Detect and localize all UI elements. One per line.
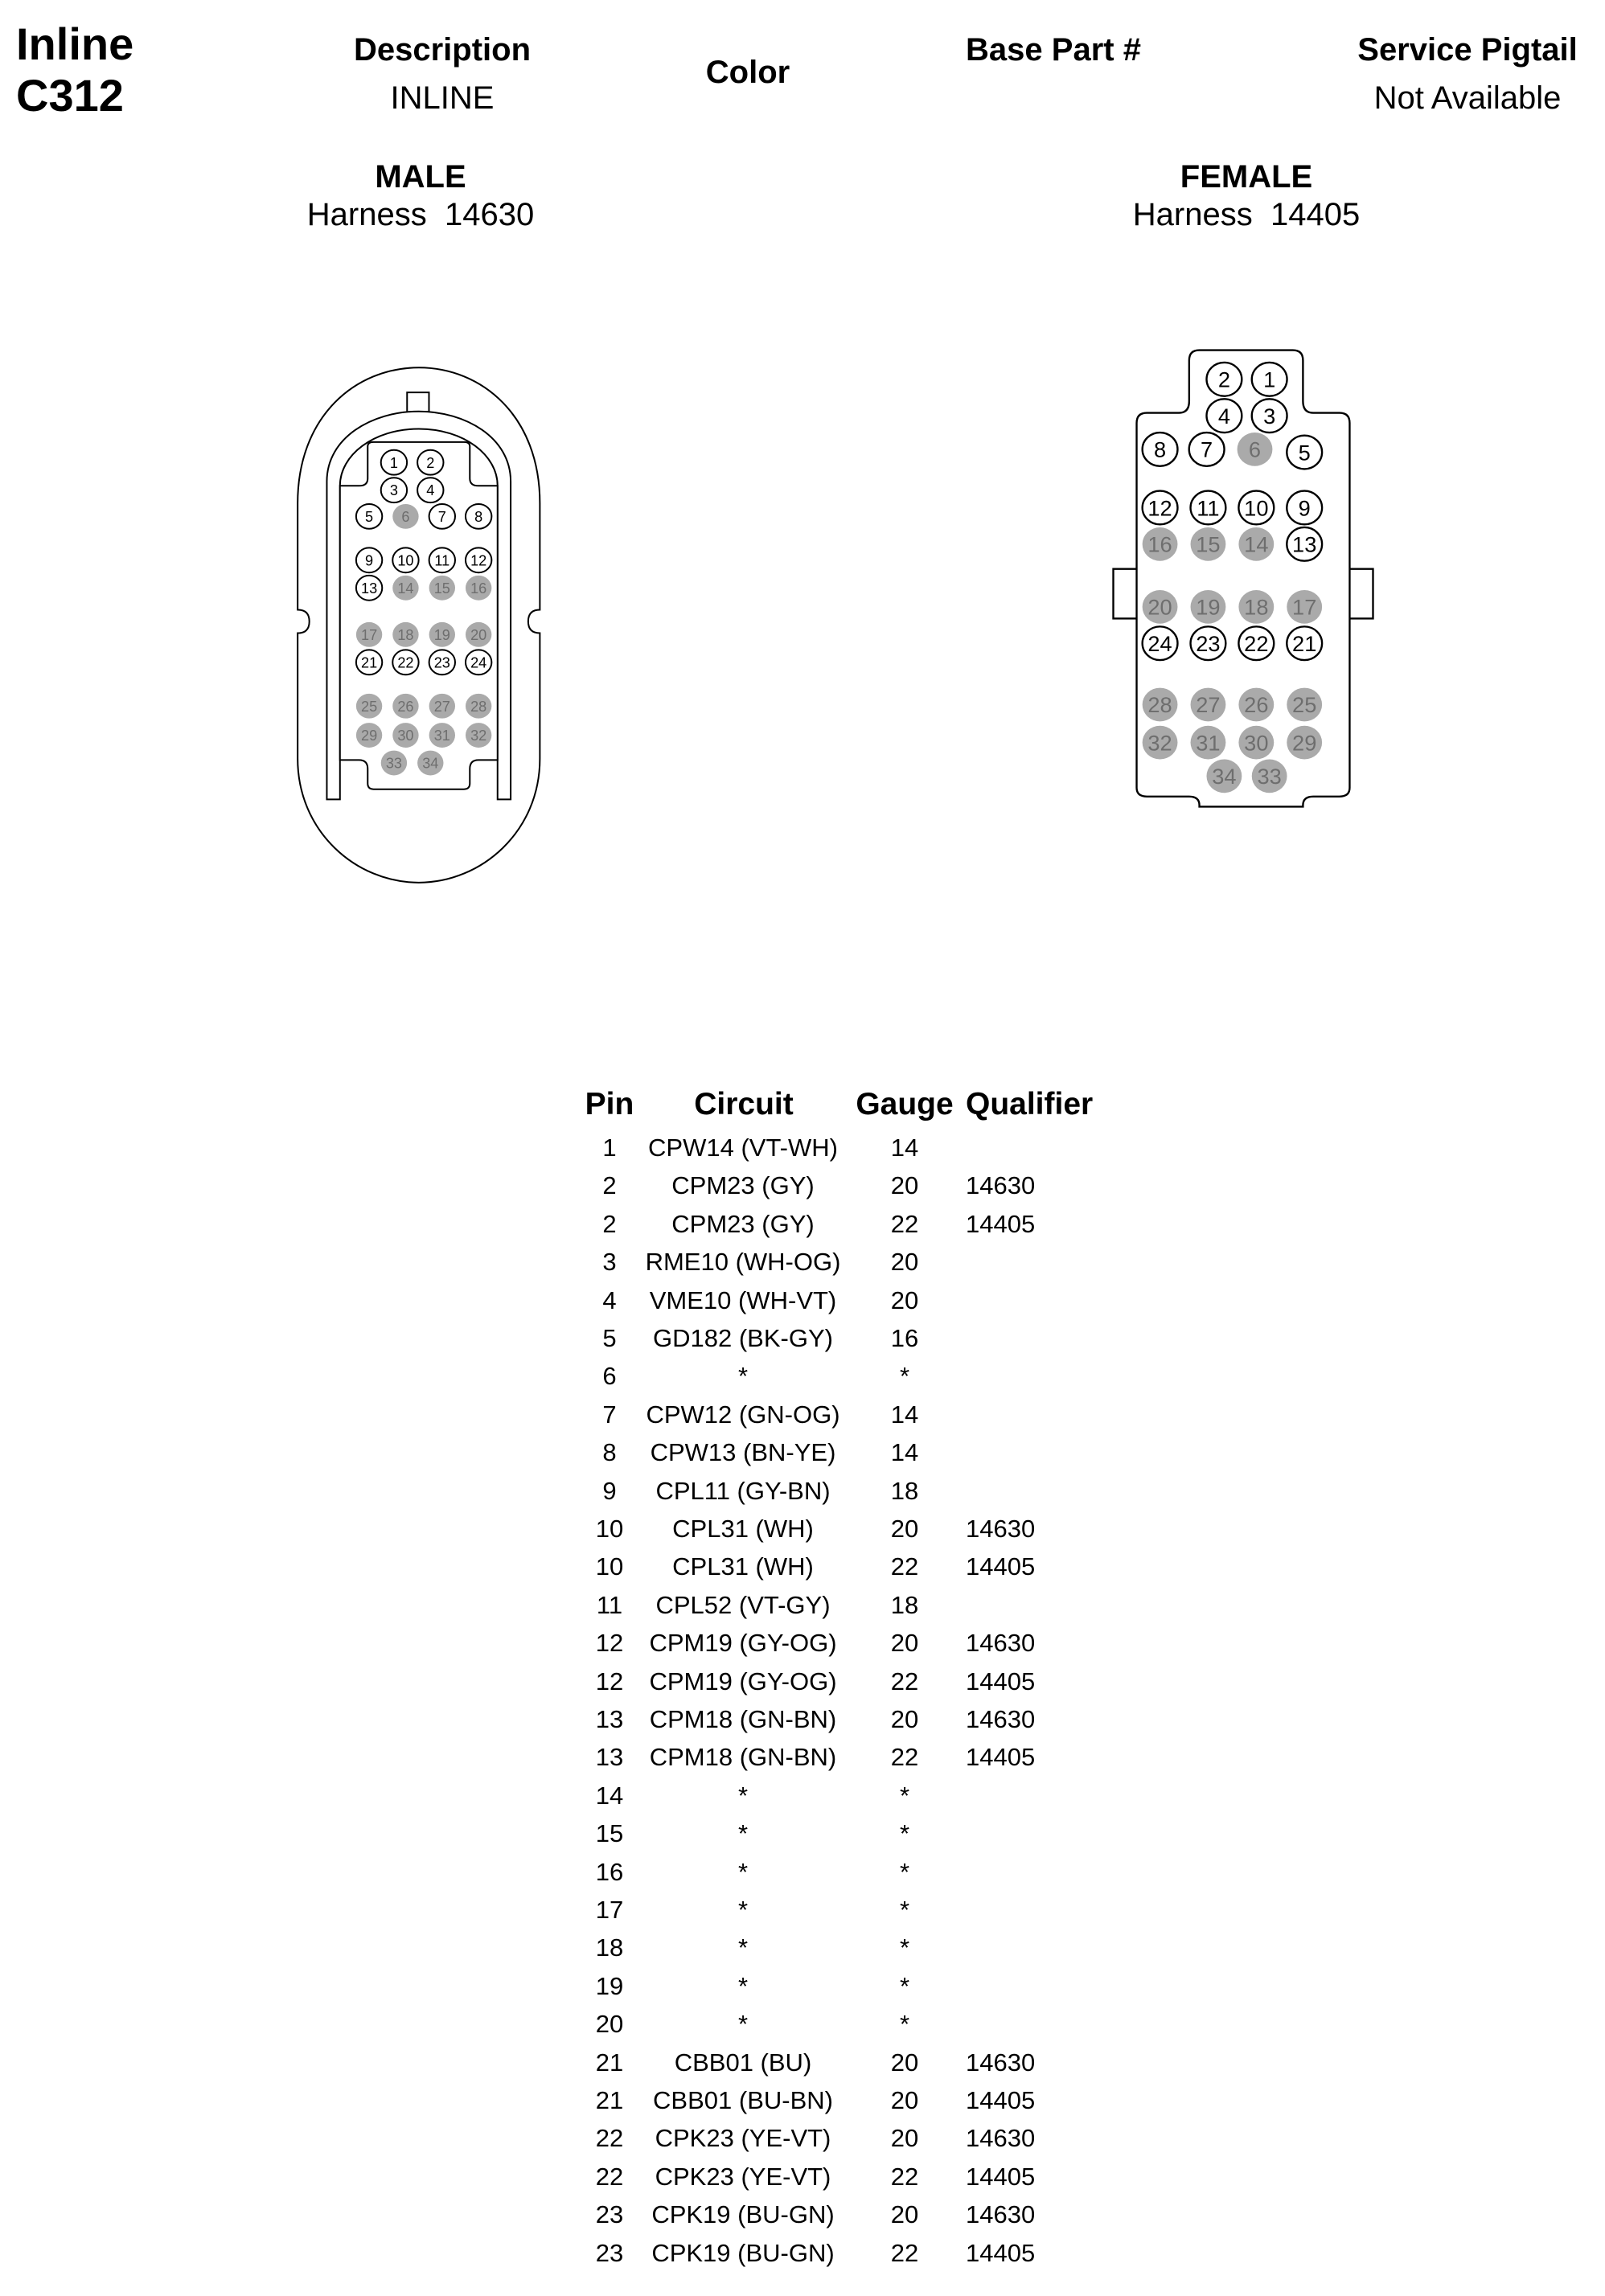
pin-cavity-11: [1191, 491, 1226, 525]
column-header-circuit: Circuit: [694, 1087, 794, 1121]
female-connector-face: [1113, 351, 1373, 807]
pin-number: 14: [1244, 531, 1269, 557]
pin-cavity-30: [392, 723, 418, 748]
cell-gauge: 14: [890, 1134, 919, 1162]
pin-cavity-25: [356, 694, 382, 719]
cell-pin: 7: [602, 1400, 617, 1429]
cell-qualifier: 14630: [966, 2200, 1036, 2229]
pin-number: 10: [397, 552, 414, 569]
cell-qualifier: 14405: [966, 1743, 1036, 1772]
pin-number: 28: [1147, 692, 1172, 718]
pin-cavity-22: [1238, 626, 1274, 660]
cell-circuit: *: [737, 2010, 749, 2039]
cell-circuit: VME10 (WH-VT): [649, 1285, 837, 1314]
cell-gauge: *: [899, 2010, 910, 2039]
cell-circuit: CPL52 (VT-GY): [655, 1590, 831, 1619]
connector-type: Inline: [16, 18, 134, 69]
cell-circuit: CPW12 (GN-OG): [646, 1400, 840, 1429]
pin-number: 30: [1244, 730, 1269, 756]
pin-cavity-32: [466, 723, 491, 748]
pin-number: 13: [360, 580, 378, 597]
cell-circuit: CPK23 (YE-VT): [655, 2124, 831, 2153]
cell-circuit: CPW14 (VT-WH): [648, 1134, 838, 1162]
pin-number: 24: [1147, 631, 1172, 657]
pin-number: 3: [1263, 403, 1276, 428]
pin-number: 18: [397, 626, 414, 643]
description-label: Description: [353, 32, 532, 68]
pin-cavity-23: [429, 650, 455, 674]
pin-cavity-20: [466, 622, 491, 647]
cell-gauge: *: [899, 1971, 910, 2000]
base-part-label: Base Part #: [966, 32, 1141, 68]
pin-cavity-10: [1238, 491, 1274, 525]
pin-number: 21: [1292, 631, 1317, 657]
pin-cavity-12: [1143, 491, 1178, 525]
pin-cavity-30: [1238, 726, 1274, 760]
cell-circuit: *: [737, 1896, 749, 1924]
cell-pin: 13: [595, 1705, 624, 1733]
service-pigtail-label: Service Pigtail: [1357, 32, 1578, 68]
cell-gauge: 20: [890, 1171, 919, 1200]
pin-number: 4: [426, 482, 435, 499]
cell-gauge: 20: [890, 2124, 919, 2153]
pin-number: 19: [1196, 594, 1221, 620]
cell-qualifier: 14405: [966, 2086, 1036, 2114]
pin-cavity-8: [1143, 433, 1178, 466]
pin-cavity-15: [429, 576, 455, 601]
cell-pin: 19: [595, 1971, 624, 2000]
cell-circuit: CPM18 (GN-BN): [649, 1705, 837, 1733]
pin-number: 12: [1147, 495, 1172, 521]
pin-number: 5: [1298, 440, 1311, 465]
pin-cavity-18: [392, 622, 418, 647]
pin-cavity-31: [1191, 726, 1226, 760]
pin-number: 28: [470, 698, 487, 715]
pin-number: 26: [1244, 692, 1269, 718]
pin-number: 27: [1196, 692, 1221, 718]
cell-gauge: 22: [890, 2162, 919, 2191]
cell-circuit: RME10 (WH-OG): [645, 1248, 841, 1277]
pin-number: 13: [1292, 531, 1317, 557]
pin-number: 3: [389, 482, 398, 499]
pin-number: 29: [360, 728, 378, 744]
pin-cavity-19: [429, 622, 455, 647]
pin-cavity-24: [466, 650, 491, 674]
pin-cavity-4: [1206, 399, 1242, 433]
pin-cavity-32: [1143, 726, 1178, 760]
pin-number: 8: [1153, 437, 1167, 462]
cell-gauge: 20: [890, 1285, 919, 1314]
pin-number: 22: [397, 654, 414, 671]
cell-gauge: *: [899, 1819, 910, 1848]
cell-pin: 2: [602, 1209, 617, 1238]
cell-pin: 22: [595, 2162, 624, 2191]
pin-cavity-17: [1287, 590, 1322, 624]
cell-pin: 1: [602, 1134, 617, 1162]
cell-pin: 12: [595, 1667, 624, 1695]
cell-circuit: *: [737, 1781, 749, 1810]
pin-number: 8: [474, 508, 483, 525]
cell-gauge: 20: [890, 2200, 919, 2229]
pin-cavity-18: [1238, 590, 1274, 624]
cell-pin: 23: [595, 2238, 624, 2267]
cell-pin: 13: [595, 1743, 624, 1772]
pin-cavity-27: [429, 694, 455, 719]
pin-number: 16: [470, 580, 487, 597]
connector-id: C312: [16, 70, 124, 121]
pin-number: 17: [360, 626, 378, 643]
pin-cavity-22: [392, 650, 418, 674]
cell-gauge: 18: [890, 1590, 919, 1619]
cell-circuit: CPL11 (GY-BN): [655, 1476, 831, 1505]
pin-number: 15: [433, 580, 450, 597]
pin-cavity-17: [356, 622, 382, 647]
cell-gauge: 22: [890, 1209, 919, 1238]
pin-number: 32: [1147, 730, 1172, 756]
pin-cavity-7: [1189, 433, 1225, 466]
pin-cavity-14: [1238, 527, 1274, 561]
pin-cavity-5: [1287, 436, 1322, 469]
pin-cavity-16: [466, 576, 491, 601]
column-header-pin: Pin: [585, 1087, 634, 1121]
cell-pin: 10: [595, 1552, 624, 1581]
pin-number: 2: [1217, 367, 1230, 392]
pin-number: 1: [389, 454, 398, 471]
female-label: FEMALE: [1180, 159, 1313, 195]
pin-number: 10: [1244, 495, 1269, 521]
pin-cavity-9: [1287, 491, 1322, 525]
pin-cavity-33: [381, 751, 407, 776]
pin-cavity-11: [429, 547, 455, 572]
pin-cavity-21: [356, 650, 382, 674]
pin-number: 21: [360, 654, 378, 671]
pin-number: 1: [1263, 367, 1276, 392]
cell-circuit: *: [737, 1819, 749, 1848]
pin-number: 11: [1197, 495, 1220, 521]
pin-cavity-34: [417, 751, 443, 776]
pin-cavity-13: [1287, 527, 1322, 561]
pin-number: 14: [397, 580, 414, 597]
pin-cavity-6: [1238, 433, 1273, 466]
cell-circuit: CPL31 (WH): [672, 1515, 814, 1543]
cell-qualifier: 14405: [966, 2238, 1036, 2267]
pin-number: 33: [385, 755, 403, 772]
cell-qualifier: 14630: [966, 1705, 1036, 1733]
pin-cavity-7: [429, 504, 455, 529]
pin-number: 19: [433, 626, 450, 643]
female-side-latch-left: [1113, 569, 1138, 619]
cell-pin: 6: [602, 1362, 617, 1391]
pin-cavity-3: [381, 478, 407, 502]
cell-circuit: GD182 (BK-GY): [653, 1324, 833, 1352]
cell-qualifier: 14630: [966, 1171, 1036, 1200]
pin-number: 11: [434, 552, 450, 569]
pin-cavity-2: [1206, 363, 1242, 396]
service-pigtail-value: Not Available: [1373, 80, 1562, 116]
pin-cavity-28: [466, 694, 491, 719]
pin-number: 23: [433, 654, 450, 671]
cell-pin: 3: [602, 1248, 617, 1277]
pin-cavity-34: [1206, 759, 1242, 793]
cell-qualifier: 14405: [966, 2162, 1036, 2191]
connector-diagrams: [0, 0, 1605, 965]
pin-cavity-24: [1143, 626, 1178, 660]
cell-gauge: 14: [890, 1438, 919, 1467]
pin-cavity-33: [1252, 759, 1287, 793]
pin-number: 22: [1244, 631, 1269, 657]
pin-cavity-27: [1191, 688, 1226, 722]
cell-pin: 4: [602, 1285, 617, 1314]
cell-gauge: 20: [890, 1629, 919, 1658]
cell-gauge: 18: [890, 1476, 919, 1505]
cell-pin: 14: [595, 1781, 624, 1810]
pin-number: 4: [1217, 403, 1230, 428]
cell-gauge: 20: [890, 1248, 919, 1277]
male-label: MALE: [375, 159, 466, 195]
cell-qualifier: 14405: [966, 1209, 1036, 1238]
cell-qualifier: 14630: [966, 2048, 1036, 2077]
pin-cavity-1: [1252, 363, 1287, 396]
pin-cavity-12: [466, 547, 491, 572]
pin-number: 34: [422, 755, 439, 772]
cell-gauge: 14: [890, 1400, 919, 1429]
male-connector-face: [298, 367, 540, 883]
cell-circuit: CBB01 (BU): [674, 2048, 812, 2077]
cell-pin: 17: [595, 1896, 624, 1924]
cell-gauge: 22: [890, 1552, 919, 1581]
pin-cavity-20: [1143, 590, 1178, 624]
pin-cavity-29: [1287, 726, 1322, 760]
pin-number: 32: [470, 728, 487, 744]
cell-pin: 11: [596, 1590, 623, 1619]
cell-gauge: 20: [890, 1705, 919, 1733]
cell-gauge: *: [899, 1781, 910, 1810]
cell-gauge: 20: [890, 2086, 919, 2114]
pin-number: 7: [437, 508, 446, 525]
pin-number: 5: [365, 508, 374, 525]
cell-circuit: CPK19 (BU-GN): [651, 2200, 835, 2229]
cell-circuit: CPM18 (GN-BN): [649, 1743, 837, 1772]
cell-gauge: 22: [890, 1743, 919, 1772]
pin-number: 18: [1244, 594, 1269, 620]
pin-cavity-2: [417, 450, 443, 475]
color-label: Color: [705, 55, 790, 90]
description-value: INLINE: [390, 80, 495, 116]
pin-number: 25: [360, 698, 378, 715]
pin-cavity-25: [1287, 688, 1322, 722]
pin-number: 16: [1147, 531, 1172, 557]
pin-number: 23: [1196, 631, 1221, 657]
cell-qualifier: 14630: [966, 2124, 1036, 2153]
cell-circuit: CPW13 (BN-YE): [650, 1438, 836, 1467]
cell-gauge: 20: [890, 1515, 919, 1543]
cell-circuit: CPM19 (GY-OG): [649, 1667, 837, 1695]
cell-pin: 18: [595, 1933, 624, 1962]
pin-number: 7: [1201, 437, 1213, 462]
pin-cavity-10: [392, 547, 418, 572]
pin-cavity-8: [466, 504, 491, 529]
pin-number: 24: [470, 654, 487, 671]
cell-circuit: CPM19 (GY-OG): [649, 1629, 837, 1658]
pin-cavity-4: [417, 478, 443, 502]
pin-cavity-9: [356, 547, 382, 572]
pin-number: 15: [1196, 531, 1221, 557]
pin-cavity-1: [381, 450, 407, 475]
pin-number: 12: [470, 552, 487, 569]
pin-number: 31: [1196, 730, 1221, 756]
pin-cavity-28: [1143, 688, 1178, 722]
harness-label: Harness: [306, 197, 427, 232]
pin-number: 26: [397, 698, 414, 715]
cell-circuit: CPM23 (GY): [671, 1171, 815, 1200]
cell-pin: 12: [595, 1629, 624, 1658]
cell-circuit: *: [737, 1933, 749, 1962]
harness-number: 14630: [444, 197, 535, 232]
pin-cavity-13: [356, 576, 382, 601]
pin-number: 27: [433, 698, 450, 715]
pin-cavity-21: [1287, 626, 1322, 660]
cell-gauge: 20: [890, 2048, 919, 2077]
pin-number: 33: [1257, 764, 1282, 789]
pin-cavity-14: [392, 576, 418, 601]
cell-circuit: *: [737, 1971, 749, 2000]
cell-pin: 21: [595, 2086, 624, 2114]
cell-pin: 10: [595, 1515, 624, 1543]
cell-pin: 16: [595, 1857, 624, 1886]
cell-pin: 21: [595, 2048, 624, 2077]
cell-circuit: CPK19 (BU-GN): [651, 2238, 835, 2267]
pin-number: 9: [1298, 495, 1311, 521]
cell-gauge: *: [899, 1896, 910, 1924]
pin-cavity-26: [1238, 688, 1274, 722]
pin-number: 9: [365, 552, 374, 569]
pin-number: 20: [470, 626, 487, 643]
pin-cavity-31: [429, 723, 455, 748]
cell-gauge: 16: [890, 1324, 919, 1352]
pin-number: 6: [1248, 437, 1262, 462]
column-header-gauge: Gauge: [856, 1087, 954, 1121]
pin-number: 20: [1147, 594, 1172, 620]
pin-number: 34: [1212, 764, 1237, 789]
cell-pin: 2: [602, 1171, 617, 1200]
cell-pin: 23: [595, 2200, 624, 2229]
cell-gauge: *: [899, 1933, 910, 1962]
cell-pin: 22: [595, 2124, 624, 2153]
cell-circuit: CBB01 (BU-BN): [653, 2086, 833, 2114]
cell-pin: 8: [602, 1438, 617, 1467]
harness-number: 14405: [1270, 197, 1361, 232]
pin-number: 29: [1292, 730, 1317, 756]
harness-label: Harness: [1132, 197, 1253, 232]
cell-circuit: CPL31 (WH): [672, 1552, 814, 1581]
pin-number: 25: [1292, 692, 1317, 718]
cell-qualifier: 14405: [966, 1667, 1036, 1695]
pin-cavity-23: [1191, 626, 1226, 660]
pin-cavity-29: [356, 723, 382, 748]
cell-qualifier: 14630: [966, 1629, 1036, 1658]
cell-pin: 15: [595, 1819, 624, 1848]
cell-pin: 20: [595, 2010, 624, 2039]
cell-pin: 9: [602, 1476, 617, 1505]
pin-cavity-3: [1252, 399, 1287, 433]
pin-number: 2: [426, 454, 435, 471]
cell-circuit: *: [737, 1362, 749, 1391]
cell-pin: 5: [602, 1324, 617, 1352]
female-side-latch-right: [1348, 569, 1373, 619]
cell-gauge: *: [899, 1857, 910, 1886]
pin-number: 31: [433, 728, 450, 744]
pin-number: 30: [397, 728, 414, 744]
cell-gauge: 22: [890, 2238, 919, 2267]
pin-cavity-15: [1191, 527, 1226, 561]
cell-gauge: *: [899, 1362, 910, 1391]
pin-cavity-26: [392, 694, 418, 719]
cell-circuit: *: [737, 1857, 749, 1886]
cell-qualifier: 14405: [966, 1552, 1036, 1581]
pin-cavity-5: [356, 504, 382, 529]
cell-qualifier: 14630: [966, 1515, 1036, 1543]
cell-circuit: CPM23 (GY): [671, 1209, 815, 1238]
column-header-qualifier: Qualifier: [966, 1087, 1094, 1121]
male-key-tab: [407, 392, 429, 412]
cell-gauge: 22: [890, 1667, 919, 1695]
pin-number: 6: [401, 508, 410, 525]
pin-cavity-6: [392, 504, 418, 529]
pin-cavity-16: [1143, 527, 1178, 561]
pin-number: 17: [1292, 594, 1317, 620]
cell-circuit: CPK23 (YE-VT): [655, 2162, 831, 2191]
pin-cavity-19: [1191, 590, 1226, 624]
